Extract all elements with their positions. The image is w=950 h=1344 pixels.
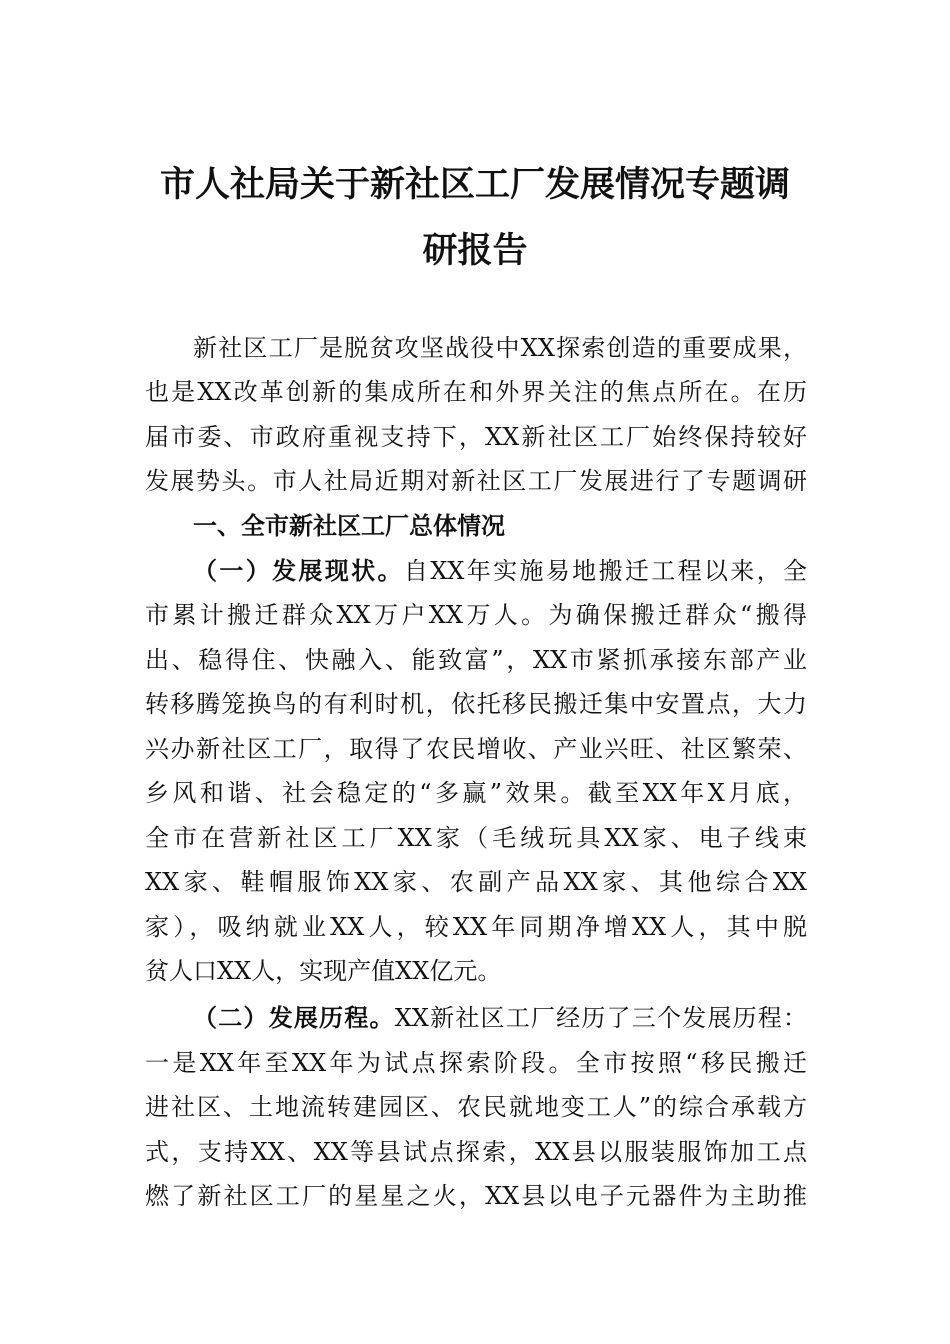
para-1-line-5: 兴办新社区工厂，取得了农民增收、产业兴旺、社区繁荣、 xyxy=(145,735,807,763)
para-2-line-4: 式，支持XX、XX等县试点探索，XX县以服装服饰加工点 xyxy=(145,1138,807,1166)
para-2-line-3: 进社区、土地流转建园区、农民就地变工人”的综合承载方 xyxy=(145,1093,807,1121)
para-1-line-8: XX家、鞋帽服饰XX家、农副产品XX家、其他综合XX xyxy=(145,868,807,896)
para-1-line-2: 市累计搬迁群众XX万户XX万人。为确保搬迁群众“搬得 xyxy=(145,601,807,629)
intro-line-2: 也是XX改革创新的集成所在和外界关注的焦点所在。在历 xyxy=(145,378,807,406)
para-1-lead: （一）发展现状。 xyxy=(193,557,404,585)
para-1-line-7: 全市在营新社区工厂XX家（毛绒玩具XX家、电子线束 xyxy=(145,824,807,852)
section-1-heading: 一、全市新社区工厂总体情况 xyxy=(193,512,505,540)
para-1-line-10: 贫人口XX人，实现产值XX亿元。 xyxy=(145,957,502,985)
para-1-line-6: 乡风和谐、社会稳定的“多赢”效果。截至XX年X月底， xyxy=(145,779,807,807)
para-1-line-9: 家），吸纳就业XX人，较XX年同期净增XX人，其中脱 xyxy=(145,913,807,941)
para-1-line-1 xyxy=(145,549,807,594)
para-2-line-1 xyxy=(145,996,807,1041)
intro-line-4: 发展势头。市人社局近期对新社区工厂发展进行了专题调研 xyxy=(145,467,807,495)
para-2-line-2: 一是XX年至XX年为试点探索阶段。全市按照“移民搬迁 xyxy=(145,1049,807,1077)
report-title-line-2: 研报告 xyxy=(422,231,528,271)
para-2-lead: （二）发展历程。 xyxy=(193,1004,395,1032)
para-2-line-5: 燃了新社区工厂的星星之火，XX县以电子元器件为主助推 xyxy=(145,1182,807,1210)
para-1-line-3: 出、稳得住、快融入、能致富”，XX市紧抓承接东部产业 xyxy=(145,646,807,674)
para-2-line-1-text: XX新社区工厂经历了三个发展历程： xyxy=(394,1004,808,1032)
para-1-line-4: 转移腾笼换鸟的有利时机，依托移民搬迁集中安置点，大力 xyxy=(145,690,807,718)
intro-line-1: 新社区工厂是脱贫攻坚战役中XX探索创造的重要成果， xyxy=(193,334,807,362)
para-1-line-1-text: 自XX年实施易地搬迁工程以来，全 xyxy=(403,557,808,585)
intro-line-3: 届市委、市政府重视支持下，XX新社区工厂始终保持较好 xyxy=(145,423,807,451)
report-title-line-1: 市人社局关于新社区工厂发展情况专题调 xyxy=(159,165,790,205)
